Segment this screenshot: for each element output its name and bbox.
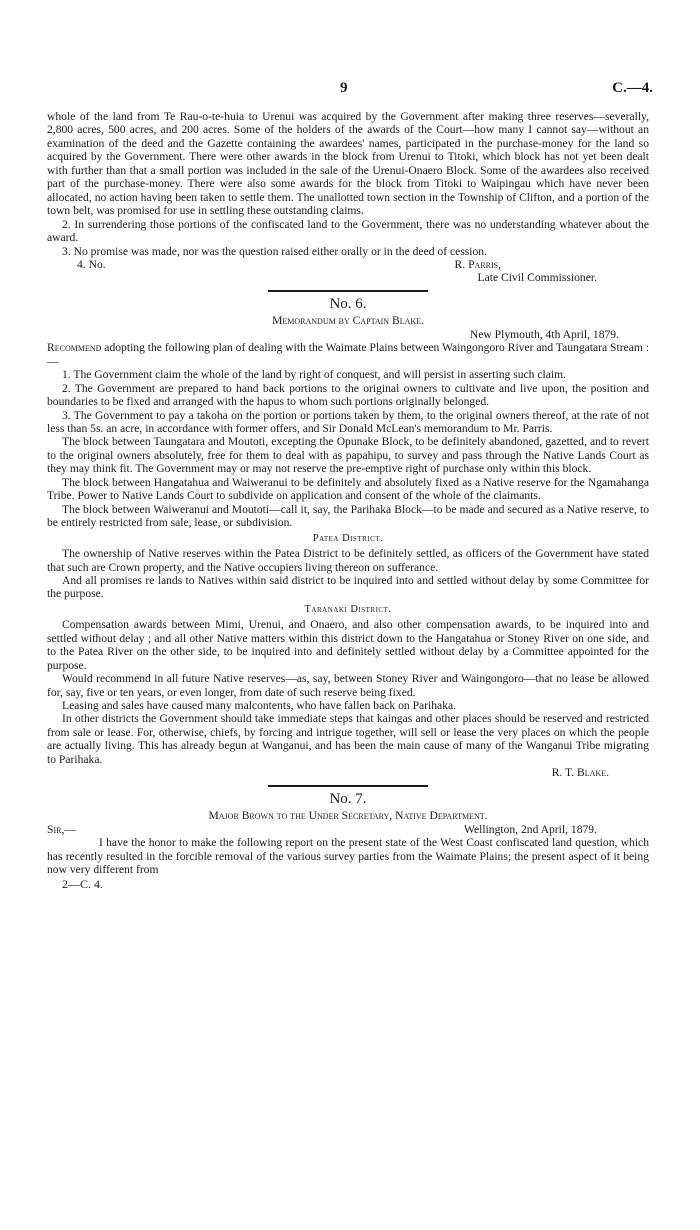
taranaki-district-heading: Taranaki District.: [304, 603, 392, 615]
taranaki-paragraph-3: Leasing and sales have caused many malcontents, who have fallen back on Parihaka.: [62, 699, 457, 713]
intro-paragraph-2: 2. In surrendering those portions of the confiscated land to the Government, there was no understanding whatever about the award.: [47, 217, 649, 245]
no6-subtitle: Memorandum by Captain Blake.: [272, 314, 424, 328]
signature-mark: 2—C. 4.: [62, 877, 104, 892]
patea-paragraph-2: And all promises re lands to Natives within said district to be inquired into and settled without delay by some Committee for the purpose.: [47, 573, 649, 601]
no6-paragraph-6: The block between Waiweranui and Moutoti—call it, say, the Parihaka Block—to be made and secured as a Native reserve, to be entirely restricted from sale, lease, or subdivision.: [47, 502, 649, 530]
no7-subtitle: Major Brown to the Under Secretary, Native Department.: [208, 809, 488, 823]
section-divider: [268, 290, 428, 292]
signature-parris: R. Parris,: [454, 257, 501, 271]
patea-paragraph-1: The ownership of Native reserves within the Patea District to be definitely settled, as officers of the Government have stated that such are Crown property, and the Native occupiers living thereon on sufferance.: [47, 547, 649, 574]
no7-place-date: Wellington, 2nd April, 1879.: [463, 822, 597, 836]
patea-district-heading: Patea District.: [312, 532, 384, 544]
page-number: 9: [340, 80, 348, 96]
signature-blake: R. T. Blake.: [551, 766, 609, 780]
no6-paragraph-1: 1. The Government claim the whole of the land by right of conquest, and will persist in asserting such claim.: [62, 368, 566, 382]
document-body: [47, 110, 649, 892]
no6-lead: [47, 341, 649, 368]
taranaki-paragraph-2: Would recommend in all future Native reserves—as, say, between Stoney River and Waingongoro—that no lease be allowed for, say, five or ten years, or even longer, from date of such reserve being fixed.: [47, 672, 649, 699]
no7-paragraph-1: I have the honor to make the following report on the present state of the West Coast confiscated land question, which has recently resulted in the forcible removal of the various survey parties from the Waimate Plains; the present aspect of it being now very different from: [47, 836, 649, 877]
no7-salutation: Sir,—: [47, 822, 76, 836]
signature-title-parris: Late Civil Commissioner.: [477, 271, 597, 285]
no6-paragraph-5: The block between Hangatahua and Waiweranui to be definitely and absolutely fixed as a Native reserve for the Ngamahanga Tribe. Power to Native Lands Court to subdivide on application and consent of the whole of the claimants.: [47, 475, 649, 503]
taranaki-paragraph-4: In other districts the Government should take immediate steps that kaingas and other places should be reserved and restricted from sale or lease. For, otherwise, chiefs, by forcing and intrigue together, will sell or lease the very places on which the people are actually living. This has already begun at Wanganui, and has been the main cause of many of the Wanganui Tribe migrating to Parihaka.: [47, 712, 649, 766]
intro-paragraph: whole of the land from Te Rau-o-te-huia to Urenui was acquired by the Government after making three reserves—severally, 2,800 acres, 500 acres, and 200 acres. Some of the holders of the awards of the Court—how many I cannot say—without an examination of the deed and the Gazette containing the awardees' names, participated in the purchase-money for the land so acquired by the Government. There were other awards in the block from Urenui to Titoki, which block has not yet been dealt with further than that a small portion was included in the sale of the Urenui-Onaero Block. Some of the awardees also received part of the purchase-money. There were also some awards for the block from Titoki to Waipingau which have never been allocated, no action having been taken to settle them. The unallotted town section in the Township of Clifton, and a portion of the town belt, was promised for use in settling these outstanding claims.: [47, 110, 649, 218]
section-divider-2: [268, 785, 428, 787]
no6-lead-word: Recommend: [47, 341, 102, 355]
no7-salutation-row: [47, 823, 649, 836]
no6-paragraph-3: 3. The Government to pay a takoha on the portion or portions taken by them, to the original owners thereof, at the rate of not less than 5s. an acre, in accordance with former offers, and Sir Donald McLean's memorandum to Mr. Parris.: [47, 408, 649, 435]
no6-paragraph-2: 2. The Government are prepared to hand back portions to the original owners to cultivate and live upon, the position and boundaries to be fixed and arranged with the hapus to whom such portions originally belonged.: [47, 381, 649, 409]
intro-para4-row: [47, 258, 649, 271]
no6-paragraph-4: The block between Taungatara and Moutoti, excepting the Opunake Block, to be definitely abandoned, gazetted, and to revert to the original owners absolutely, free for them to deal with as papahipu, to survey and pass through the Native Lands Court as they may think fit. The Government may or may not reserve the pre-emptive right of purchase only within this block.: [47, 435, 649, 476]
taranaki-paragraph-1: Compensation awards between Mimi, Urenui, and Onaero, and also other compensation awards, to be inquired into and settled without delay ; and all other Native matters within this district down to the Hangatahua or Stoney River on one side, and to the Patea River on the other side, to be inquired into and definitely settled without delay by a Committee appointed for the purpose.: [47, 618, 649, 672]
no7-heading: No. 7.: [329, 790, 367, 807]
no6-lead-rest: adopting the following plan of dealing with the Waimate Plains between Waingongoro River and Taungatara Stream :—: [47, 341, 649, 368]
no6-heading: No. 6.: [329, 295, 367, 312]
document-reference: C.—4.: [612, 80, 653, 96]
intro-paragraph-4: 4. No.: [77, 257, 106, 271]
no6-place-date: New Plymouth, 4th April, 1879.: [469, 327, 619, 341]
intro-paragraph-3: 3. No promise was made, nor was the question raised either orally or in the deed of cession.: [62, 244, 487, 258]
